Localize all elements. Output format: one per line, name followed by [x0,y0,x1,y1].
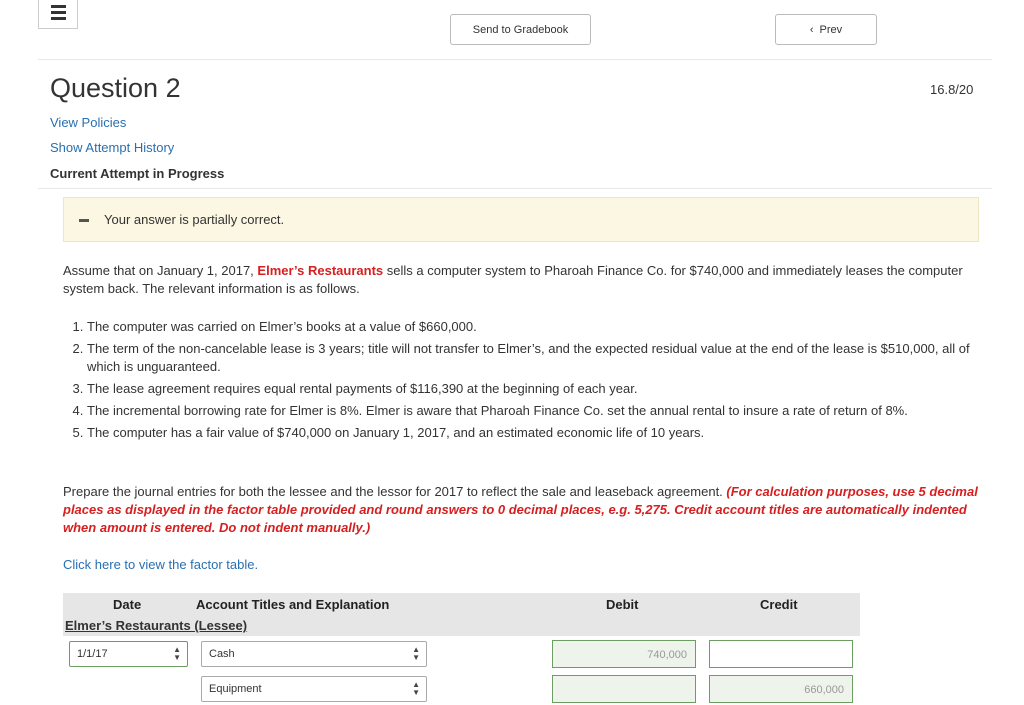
view-policies-link[interactable]: View Policies [50,115,127,130]
section-label: Elmer’s Restaurants (Lessee) [65,618,248,633]
feedback-message: Your answer is partially correct. [104,212,285,227]
debit-header: Debit [606,597,639,612]
divider [38,59,992,60]
account-value: Cash [209,648,235,660]
instructions [63,483,981,537]
factor-table-link[interactable]: Click here to view the factor table. [63,557,259,572]
account-value: Equipment [209,683,262,695]
show-attempt-history-link[interactable]: Show Attempt History [50,140,175,155]
menu-icon[interactable] [38,0,78,29]
problem-intro [63,262,981,298]
current-attempt-label: Current Attempt in Progress [50,166,225,181]
divider [38,188,992,189]
list-item: 5. The computer has a fair value of $740,000 on January 1, 2017, and an estimated economic life of 10 years. [87,424,1002,442]
account-header: Account Titles and Explanation [196,597,390,612]
debit-input[interactable]: 740,000 [552,640,696,668]
instruction-note: (For calculation purposes, use 5 decimal places as displayed in the factor table provided and round answers to 0 decimal places, e.g. 5,275. Credit account titles are automatically indented when amount is entered. Do not indent manually.) [63,484,978,535]
intro-text-a: Assume that on January 1, 2017, [63,263,258,278]
instruction-text: Prepare the journal entries for both the lessee and the lessor for 2017 to reflect the sale and leaseback agreement. [63,484,727,499]
list-item: 4. The incremental borrowing rate for Elmer is 8%. Elmer is aware that Pharoah Finance Co. set the annual rental to insure a rate of return of 8%. [87,402,1002,420]
select-arrows-icon: ▲ ▼ [173,645,181,662]
select-arrows-icon: ▲ ▼ [412,645,420,662]
list-item: 2. The term of the non-cancelable lease is 3 years; title will not transfer to Elmer’s, and the expected residual value at the end of the lease is $510,000, all of which is unguaranteed. [87,340,1002,376]
prev-label: Prev [819,23,843,36]
credit-input[interactable]: 660,000 [709,675,853,703]
list-item: 3. The lease agreement requires equal rental payments of $116,390 at the beginning of each year. [87,380,1002,398]
send-to-gradebook-button[interactable]: Send to Gradebook [450,14,591,45]
date-header: Date [113,597,142,612]
credit-header: Credit [760,597,798,612]
question-title: Question 2 [50,73,181,103]
date-value: 1/1/17 [77,648,108,660]
date-select[interactable] [69,641,188,667]
intro-text-b: sells a computer system to Pharoah Finance Co. for $740,000 and immediately leases the computer system back. The relevant information is as follows. [63,263,963,296]
journal-table-header [63,593,860,636]
facts-list [63,318,1002,446]
account-select[interactable] [201,641,427,667]
question-score: 16.8/20 [930,82,974,97]
feedback-banner [63,197,979,242]
prev-button[interactable] [775,14,877,45]
debit-input[interactable] [552,675,696,703]
select-arrows-icon: ▲ ▼ [412,680,420,697]
list-item: 1. The computer was carried on Elmer’s books at a value of $660,000. [87,318,1002,336]
credit-input[interactable] [709,640,853,668]
company-name: Elmer’s Restaurants [257,263,384,278]
chevron-left-icon: ‹ [809,23,814,36]
account-select[interactable] [201,676,427,702]
minus-icon [79,219,89,222]
